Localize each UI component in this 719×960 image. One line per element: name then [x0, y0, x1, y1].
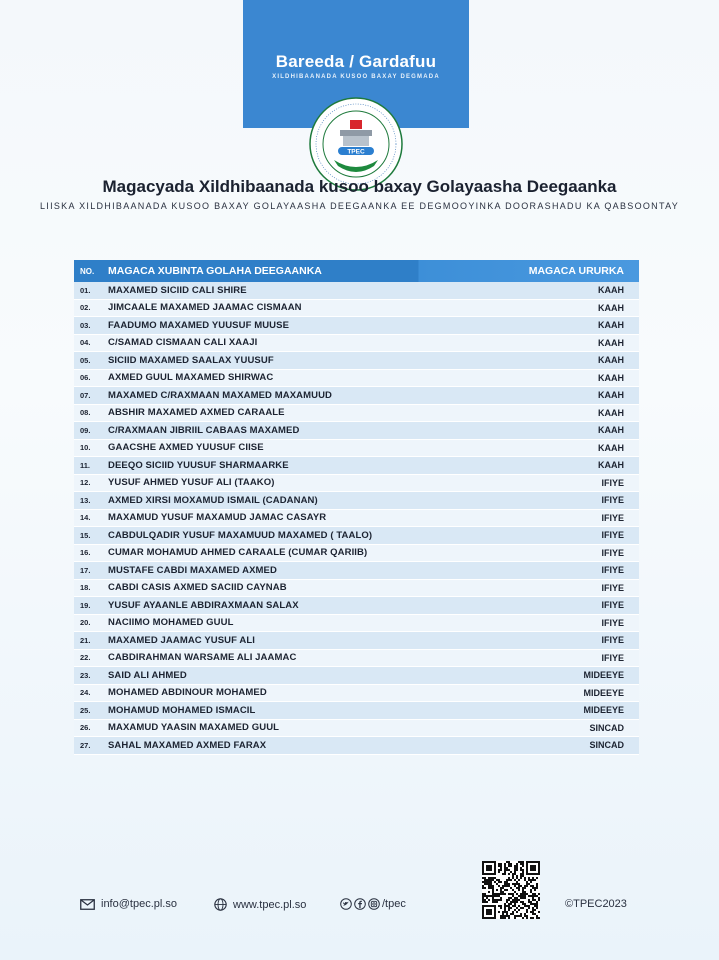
table-row	[74, 370, 639, 388]
party-name: IFIYE	[601, 635, 624, 646]
member-name: YUSUF AYAANLE ABDIRAXMAAN SALAX	[108, 599, 299, 611]
party-name: SINCAD	[589, 740, 624, 751]
logo-text: TPEC	[347, 148, 365, 156]
member-name: C/SAMAD CISMAAN CALI XAAJI	[108, 337, 258, 349]
social-handle: /tpec	[382, 898, 406, 910]
table-row	[74, 282, 639, 300]
party-name: KAAH	[598, 302, 624, 313]
member-name: MAXAMED JAAMAC YUSUF ALI	[108, 634, 256, 646]
table-row	[74, 492, 639, 510]
table-row	[74, 335, 639, 353]
member-name: NACIIMO MOHAMED GUUL	[108, 617, 234, 629]
table-row	[74, 615, 639, 633]
row-number: 21.	[80, 635, 91, 645]
table-header	[74, 260, 639, 282]
member-name: CUMAR MOHAMUD AHMED CARAALE (CUMAR QARIIB)	[108, 547, 368, 559]
member-name: CABDULQADIR YUSUF MAXAMUUD MAXAMED ( TAALO)	[108, 529, 373, 541]
table-row	[74, 632, 639, 650]
member-name: SAID ALI AHMED	[108, 669, 187, 681]
member-name: SICIID MAXAMED SAALAX YUUSUF	[108, 354, 274, 366]
row-number: 06.	[80, 373, 91, 383]
table-row	[74, 562, 639, 580]
member-name: DEEQO SICIID YUUSUF SHARMAARKE	[108, 459, 289, 471]
party-name: KAAH	[598, 407, 624, 418]
table-row	[74, 720, 639, 738]
globe-icon	[214, 898, 227, 911]
row-number: 16.	[80, 548, 91, 558]
table-row	[74, 737, 639, 755]
party-name: KAAH	[598, 442, 624, 453]
footer	[0, 898, 719, 916]
table-row	[74, 685, 639, 703]
mail-icon	[80, 899, 95, 910]
row-number: 20.	[80, 618, 91, 628]
member-name: AXMED GUUL MAXAMED SHIRWAC	[108, 372, 274, 384]
table-row	[74, 650, 639, 668]
party-name: KAAH	[598, 425, 624, 436]
row-number: 24.	[80, 688, 91, 698]
copyright-text: ©TPEC2023	[565, 898, 627, 910]
member-name: GAACSHE AXMED YUUSUF CIISE	[108, 442, 264, 454]
table-row	[74, 580, 639, 598]
district-title: Bareeda / Gardafuu	[275, 52, 437, 71]
party-name: IFIYE	[601, 617, 624, 628]
member-name: MAXAMUD YAASIN MAXAMED GUUL	[108, 722, 280, 734]
footer-copyright	[565, 898, 627, 910]
page-title: Magacyada Xildhibaanada kusoo baxay Golayaasha Deegaanka	[102, 177, 617, 196]
party-name: IFIYE	[601, 582, 624, 593]
party-name: KAAH	[598, 460, 624, 471]
table-row	[74, 527, 639, 545]
member-name: ABSHIR MAXAMED AXMED CARAALE	[108, 407, 285, 419]
party-name: KAAH	[598, 285, 624, 296]
party-name: KAAH	[598, 372, 624, 383]
party-name: MIDEEYE	[583, 687, 624, 698]
row-number: 09.	[80, 425, 91, 435]
member-name: CABDI CASIS AXMED SACIID CAYNAB	[108, 582, 287, 594]
header-party: MAGACA URURKA	[528, 265, 624, 277]
website-text: www.tpec.pl.so	[233, 898, 307, 911]
row-number: 12.	[80, 478, 91, 488]
table-row	[74, 317, 639, 335]
party-name: IFIYE	[601, 512, 624, 523]
party-name: IFIYE	[601, 547, 624, 558]
table-row	[74, 510, 639, 528]
header-name: MAGACA XUBINTA GOLAHA DEEGAANKA	[108, 265, 322, 277]
table-row	[74, 597, 639, 615]
results-table	[74, 260, 639, 755]
header-no: NO.	[80, 266, 95, 276]
row-number: 08.	[80, 408, 91, 418]
row-number: 10.	[80, 443, 91, 453]
row-number: 05.	[80, 355, 91, 365]
member-name: YUSUF AHMED YUSUF ALI (TAAKO)	[108, 477, 275, 489]
member-name: JIMCAALE MAXAMED JAAMAC CISMAAN	[108, 302, 302, 314]
member-name: MAXAMED SICIID CALI SHIRE	[108, 284, 247, 296]
email-text: info@tpec.pl.so	[101, 898, 177, 910]
facebook-icon	[354, 898, 366, 910]
row-number: 13.	[80, 495, 91, 505]
table-body	[74, 282, 639, 755]
row-number: 07.	[80, 390, 91, 400]
row-number: 15.	[80, 530, 91, 540]
row-number: 02.	[80, 303, 91, 313]
party-name: IFIYE	[601, 652, 624, 663]
party-name: IFIYE	[601, 600, 624, 611]
party-name: KAAH	[598, 355, 624, 366]
member-name: MOHAMUD MOHAMED ISMACIL	[108, 704, 256, 716]
row-number: 17.	[80, 565, 91, 575]
party-name: IFIYE	[601, 477, 624, 488]
row-number: 18.	[80, 583, 91, 593]
table-row	[74, 545, 639, 563]
row-number: 19.	[80, 600, 91, 610]
row-number: 04.	[80, 338, 91, 348]
table-row	[74, 422, 639, 440]
table-row	[74, 352, 639, 370]
member-name: MAXAMUD YUSUF MAXAMUD JAMAC CASAYR	[108, 512, 327, 524]
table-row	[74, 405, 639, 423]
row-number: 14.	[80, 513, 91, 523]
member-name: C/RAXMAAN JIBRIIL CABAAS MAXAMED	[108, 424, 300, 436]
table-row	[74, 387, 639, 405]
twitter-icon	[340, 898, 352, 910]
table-row	[74, 440, 639, 458]
page-subtitle: LIISKA XILDHIBAANADA KUSOO BAXAY GOLAYAASHA DEEGAANKA EE DEGMOOYINKA DOORASHADU KA QABSOONTAY	[39, 201, 680, 211]
member-name: AXMED XIRSI MOXAMUD ISMAIL (CADANAN)	[108, 494, 318, 506]
party-name: MIDEEYE	[583, 705, 624, 716]
instagram-icon	[368, 898, 380, 910]
member-name: MOHAMED ABDINOUR MOHAMED	[108, 687, 267, 699]
table-row	[74, 702, 639, 720]
row-number: 01.	[80, 285, 91, 295]
party-name: SINCAD	[589, 722, 624, 733]
row-number: 11.	[80, 460, 91, 470]
member-name: MAXAMED C/RAXMAAN MAXAMED MAXAMUUD	[108, 389, 333, 401]
party-name: KAAH	[598, 390, 624, 401]
footer-email[interactable]	[80, 898, 177, 910]
party-name: MIDEEYE	[583, 670, 624, 681]
party-name: IFIYE	[601, 495, 624, 506]
row-number: 23.	[80, 670, 91, 680]
row-number: 26.	[80, 723, 91, 733]
footer-social[interactable]	[340, 898, 406, 910]
member-name: SAHAL MAXAMED AXMED FARAX	[108, 739, 267, 751]
member-name: MUSTAFE CABDI MAXAMED AXMED	[108, 564, 277, 576]
table-row	[74, 457, 639, 475]
row-number: 03.	[80, 320, 91, 330]
party-name: IFIYE	[601, 530, 624, 541]
member-name: FAADUMO MAXAMED YUUSUF MUUSE	[108, 319, 290, 331]
party-name: KAAH	[598, 320, 624, 331]
footer-website[interactable]	[214, 898, 306, 911]
member-name: CABDIRAHMAN WARSAME ALI JAAMAC	[108, 652, 297, 664]
row-number: 22.	[80, 653, 91, 663]
party-name: IFIYE	[601, 565, 624, 576]
table-row	[74, 667, 639, 685]
district-subtitle: XILDHIBAANADA KUSOO BAXAY DEGMADA	[272, 74, 440, 80]
table-row	[74, 475, 639, 493]
table-row	[74, 300, 639, 318]
party-name: KAAH	[598, 337, 624, 348]
row-number: 27.	[80, 740, 91, 750]
row-number: 25.	[80, 705, 91, 715]
